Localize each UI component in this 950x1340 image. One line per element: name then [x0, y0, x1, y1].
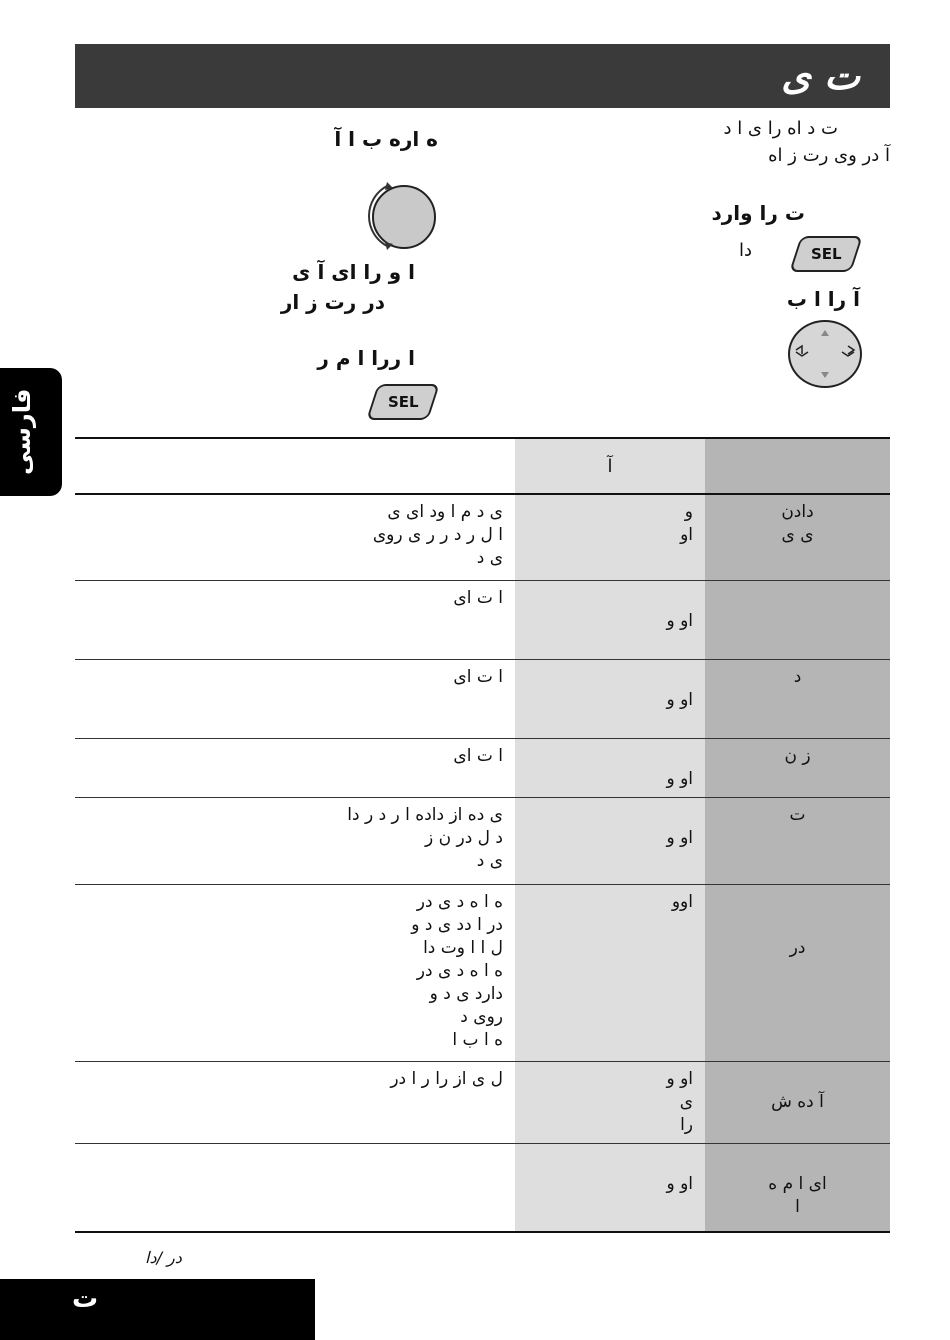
table-header-description — [75, 438, 515, 494]
intro-right-line-2: آ در وی رت ز اه — [768, 145, 890, 166]
intro-left-heading: ه اره ب ا آ — [334, 127, 438, 151]
row-description: ا ت ای — [75, 580, 515, 659]
row-description: ا ت ای — [75, 738, 515, 797]
row-options: او و — [515, 738, 705, 797]
table-row — [75, 884, 890, 1061]
language-tab-label: فارسی — [8, 388, 36, 476]
row-options: او و — [515, 1143, 705, 1232]
footnote: در /دا — [145, 1248, 182, 1267]
page-number: ت — [72, 1284, 99, 1314]
row-item: در — [705, 884, 890, 1061]
step1-hint: دا — [738, 240, 752, 261]
table-row — [75, 738, 890, 797]
step2-title: آ را ا ب — [786, 287, 860, 311]
table-row — [75, 659, 890, 738]
left-instruction-line-2: در رت ز ار — [280, 290, 385, 314]
rotate-arrow-icon — [365, 180, 441, 252]
settings-table — [75, 437, 890, 1233]
row-item: آ ده ش — [705, 1061, 890, 1143]
table-header-options: آ — [515, 438, 705, 494]
row-description: ا ت ای — [75, 659, 515, 738]
row-description: ه ا ه د ی در در ا دد ی د و ل ا ا وت دا ه ا ه د ی در دارد ی د و روی د ه ا ب ا — [75, 884, 515, 1061]
row-options: اوو — [515, 884, 705, 1061]
step1-title: ت را وارد — [711, 201, 805, 225]
skip-arrows-icon — [790, 322, 860, 386]
row-item — [705, 580, 890, 659]
header-bar — [75, 44, 890, 108]
sel-button-right[interactable] — [789, 236, 863, 272]
left-instruction-line-3: ا ررا ا م ر — [317, 346, 415, 370]
row-item: ت — [705, 797, 890, 884]
footer-bar — [0, 1279, 315, 1340]
row-options: او و ی را — [515, 1061, 705, 1143]
table-row — [75, 494, 890, 580]
table-row — [75, 1143, 890, 1232]
row-item: ای ا م ه ا — [705, 1143, 890, 1232]
control-pad[interactable] — [788, 320, 862, 388]
intro-right-line-1: ت د اه را ی ا د — [723, 118, 838, 139]
row-item: دادن ی ی — [705, 494, 890, 580]
left-instruction-line-1: ا و را ای آ ی — [292, 260, 415, 284]
row-options: او و — [515, 797, 705, 884]
table-row — [75, 797, 890, 884]
row-description: ی ده از داده ا ر د ر دا د ل در ن ز ی د — [75, 797, 515, 884]
row-description: ل ی از را ر ا در — [75, 1061, 515, 1143]
table-row — [75, 1061, 890, 1143]
row-options: او و — [515, 659, 705, 738]
sel-button-label: SEL — [810, 245, 842, 263]
page-title: ت ی — [781, 54, 860, 98]
row-description: ی د م ا ود ای ی ا ل ر د ر ر ی روی ی د — [75, 494, 515, 580]
row-options: و او — [515, 494, 705, 580]
row-item: د — [705, 659, 890, 738]
row-description — [75, 1143, 515, 1232]
row-item: ز ن — [705, 738, 890, 797]
sel-button-label: SEL — [387, 393, 419, 411]
table-header-item — [705, 438, 890, 494]
sel-button-left[interactable] — [366, 384, 440, 420]
table-row — [75, 580, 890, 659]
row-options: او و — [515, 580, 705, 659]
